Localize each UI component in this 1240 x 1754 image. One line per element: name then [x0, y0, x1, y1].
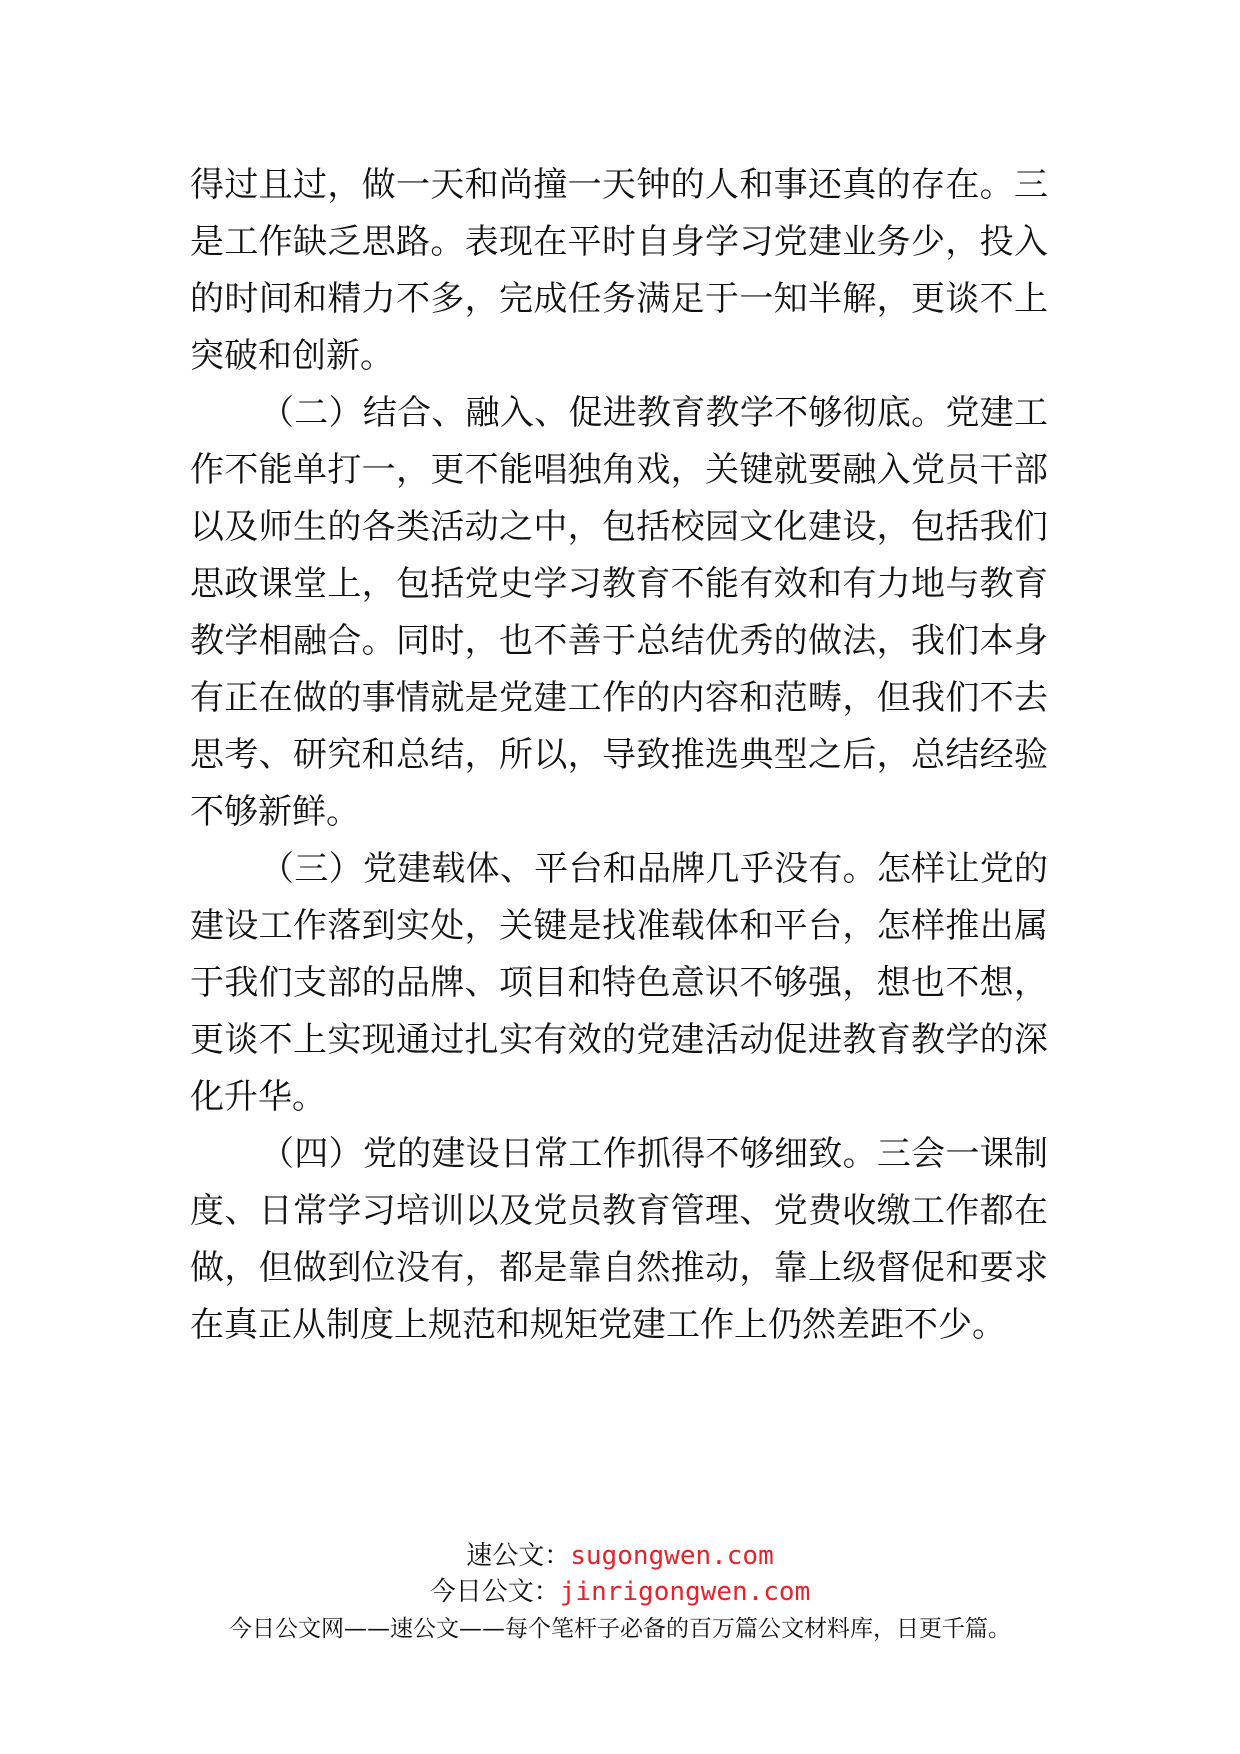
body-line: 有正在做的事情就是党建工作的内容和范畴，但我们不去	[190, 678, 1048, 718]
section-heading-2: （二）结合、融入、促进教育教学不够彻底。党建工	[260, 393, 1048, 433]
footer-line-jinrigongwen	[0, 1574, 1240, 1610]
body-line: 思考、研究和总结，所以，导致推选典型之后，总结经验	[190, 735, 1048, 775]
body-line: 教学相融合。同时，也不善于总结优秀的做法，我们本身	[190, 621, 1048, 661]
section-heading-3: （三）党建载体、平台和品牌几乎没有。怎样让党的	[260, 849, 1048, 889]
body-line: 在真正从制度上规范和规矩党建工作上仍然差距不少。	[190, 1305, 1006, 1345]
body-line: 突破和创新。	[190, 336, 394, 376]
body-line: 是工作缺乏思路。表现在平时自身学习党建业务少，投入	[190, 222, 1048, 262]
body-line: 作不能单打一，更不能唱独角戏，关键就要融入党员干部	[190, 450, 1048, 490]
body-line: 不够新鲜。	[190, 792, 360, 832]
footer-label: 今日公文：	[429, 1577, 560, 1607]
footer-line-sugongwen	[0, 1538, 1240, 1574]
footer-slogan: 今日公文网——速公文——每个笔杆子必备的百万篇公文材料库，日更千篇。	[229, 1616, 1011, 1642]
sugongwen-link[interactable]: sugongwen.com	[570, 1541, 774, 1571]
body-line: 做，但做到位没有，都是靠自然推动，靠上级督促和要求	[190, 1248, 1048, 1288]
jinrigongwen-link[interactable]: jinrigongwen.com	[559, 1577, 811, 1607]
body-line: 思政课堂上，包括党史学习教育不能有效和有力地与教育	[190, 564, 1048, 604]
body-line: 化升华。	[190, 1077, 326, 1117]
body-line: 的时间和精力不多，完成任务满足于一知半解，更谈不上	[190, 279, 1048, 319]
body-line: 建设工作落到实处，关键是找准载体和平台，怎样推出属	[190, 906, 1048, 946]
body-line: 以及师生的各类活动之中，包括校园文化建设，包括我们	[190, 507, 1048, 547]
body-line: 得过且过，做一天和尚撞一天钟的人和事还真的存在。三	[190, 165, 1048, 205]
body-line: 度、日常学习培训以及党员教育管理、党费收缴工作都在	[190, 1191, 1048, 1231]
footer-label: 速公文：	[466, 1541, 571, 1571]
section-heading-4: （四）党的建设日常工作抓得不够细致。三会一课制	[260, 1134, 1048, 1174]
body-line: 更谈不上实现通过扎实有效的党建活动促进教育教学的深	[190, 1020, 1048, 1060]
body-line: 于我们支部的品牌、项目和特色意识不够强，想也不想，	[190, 963, 1048, 1003]
